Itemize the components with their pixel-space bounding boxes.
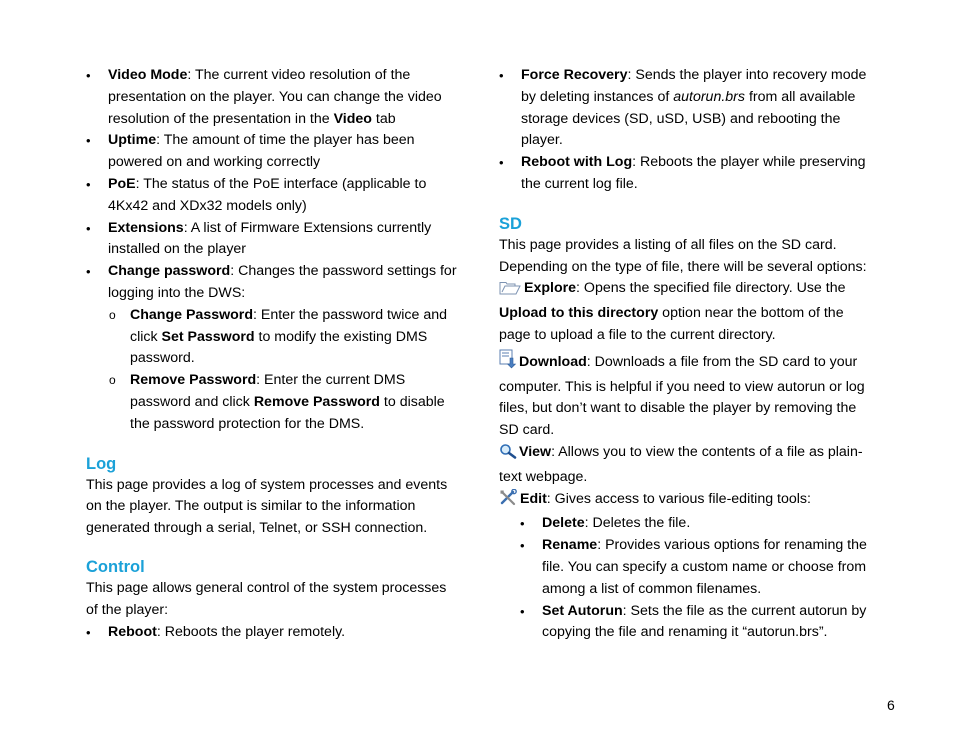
sd-heading: SD <box>499 214 522 233</box>
control-bullet-list <box>86 622 461 644</box>
list-item: • Uptime: The amount of time the player has been powered on and working correctly <box>86 130 461 174</box>
list-item: • Set Autorun: Sets the file as the current autorun by copying the file and renaming it “autorun.brs”. <box>520 601 874 645</box>
log-heading: Log <box>86 454 117 473</box>
control-bullet-list-cont <box>499 65 874 196</box>
magnifier-icon <box>499 443 517 467</box>
list-item: • Reboot with Log: Reboots the player while preserving the current log file. <box>499 152 874 196</box>
left-column <box>86 65 461 643</box>
control-body: This page allows general control of the system processes of the player: <box>86 579 447 618</box>
right-column <box>499 65 874 644</box>
list-item: • Rename: Provides various options for renaming the file. You can specify a custom name or choose from among a list of common filenames. <box>520 535 874 600</box>
log-body: This page provides a log of system processes and events on the player. The output is similar to the information generated through a serial, Telnet, or SSH connection. <box>86 476 448 537</box>
list-item: • Reboot: Reboots the player remotely. <box>86 622 461 644</box>
list-item: • Change password: Changes the password settings for logging into the DWS: o Change Password: Enter the password twice and click Set Password to modify the existing DMS password. o Remove Password: Enter the current DMS password and click Remove Password to disable the password protection for the DMS. <box>86 261 461 435</box>
tools-icon <box>499 489 518 514</box>
list-item: • Extensions: A list of Firmware Extensions currently installed on the player <box>86 218 461 262</box>
list-item: • Force Recovery: Sends the player into recovery mode by deleting instances of autorun.brs from all available storage devices (SD, uSD, USB) and rebooting the player. <box>499 65 874 152</box>
edit-tools-list <box>520 513 874 644</box>
view-item: View: Allows you to view the contents of a file as plain-text webpage. <box>499 443 863 485</box>
list-item: • PoE: The status of the PoE interface (applicable to 4Kx42 and XDx32 models only) <box>86 174 461 218</box>
control-heading: Control <box>86 557 145 576</box>
status-bullet-list <box>86 65 461 436</box>
edit-item: Edit: Gives access to various file-editing tools: <box>499 489 874 514</box>
password-sub-list <box>108 305 461 436</box>
folder-icon <box>499 281 521 303</box>
page-number: 6 <box>887 697 895 713</box>
list-item: • Video Mode: The current video resolution of the presentation on the player. You can change the video resolution of the presentation in the Video tab <box>86 65 461 130</box>
download-icon <box>499 349 517 377</box>
list-item: • Delete: Deletes the file. <box>520 513 874 535</box>
sub-list-item: o Change Password: Enter the password twice and click Set Password to modify the existing DMS password. <box>108 305 461 370</box>
sub-list-item: o Remove Password: Enter the current DMS password and click Remove Password to disable the password protection for the DMS. <box>108 370 461 435</box>
sd-body: This page provides a listing of all files on the SD card. Depending on the type of file, there will be several options: <box>499 236 867 275</box>
explore-item: Explore: Opens the specified file directory. Use the Upload to this directory option near the bottom of the page to upload a file to the current directory. <box>499 280 846 343</box>
download-item: Download: Downloads a file from the SD card to your computer. This is helpful if you need to view autorun or log files, but don’t want to disable the player by removing the SD card. <box>499 349 874 442</box>
